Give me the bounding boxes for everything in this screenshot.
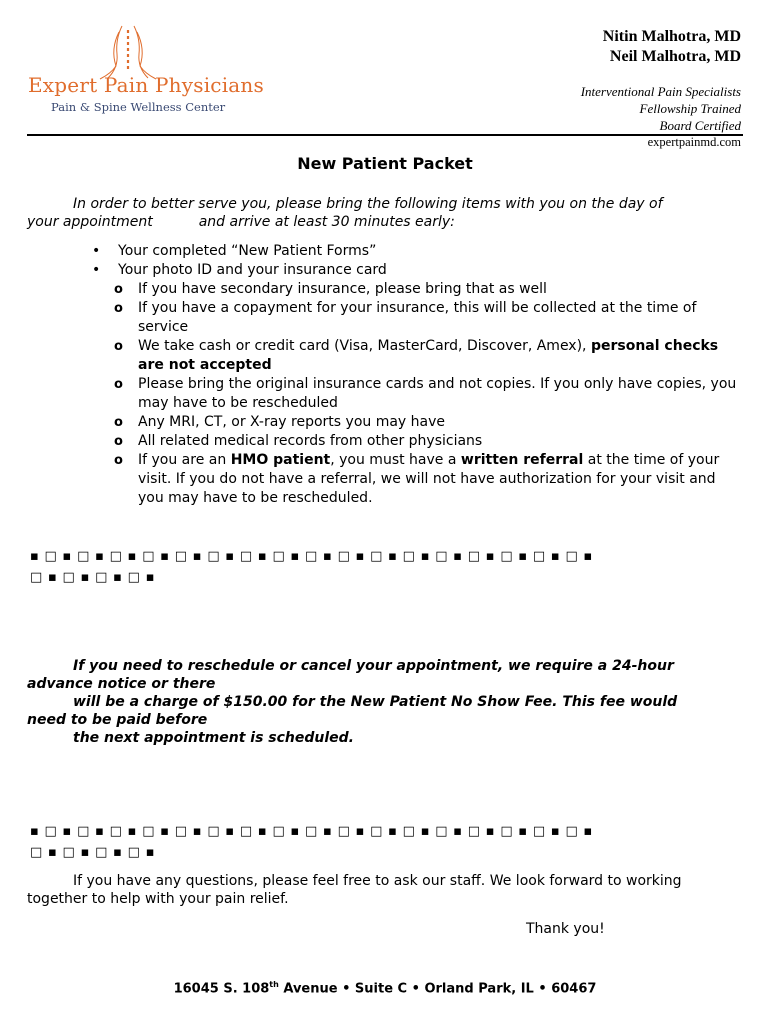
hmo-text-a: If you are an xyxy=(138,452,227,468)
header-divider xyxy=(27,134,743,136)
credential-3: Board Certified xyxy=(659,118,741,133)
credential-1: Interventional Pain Specialists xyxy=(580,84,741,99)
written-referral-text: written referral xyxy=(460,452,584,468)
footer-address xyxy=(0,980,770,996)
hmo-text-c: , you must have a xyxy=(330,452,457,468)
closing-line-1: If you have any questions, please feel free to ask our staff. We look forward to working xyxy=(73,873,682,889)
decorative-separator xyxy=(30,546,742,588)
sub-list-item xyxy=(114,451,742,508)
closing-paragraph xyxy=(27,872,743,908)
page-title: New Patient Packet xyxy=(297,154,473,173)
intro-line-1: In order to better serve you, please bring the following items with you on the day of xyxy=(73,196,663,212)
list-item: • Your completed “New Patient Forms” xyxy=(92,242,742,261)
policy-line-1: If you need to reschedule or cancel your appointment, we require a 24-hour xyxy=(73,658,674,674)
intro-line-2b: and arrive at least 30 minutes early: xyxy=(198,214,455,230)
sub-list xyxy=(114,280,742,508)
address-part-2: Avenue • Suite C • Orland Park, IL • 60467 xyxy=(278,981,597,997)
intro-paragraph xyxy=(27,195,743,231)
sub-list-item xyxy=(114,337,742,375)
sub-list-item: o All related medical records from other physicians xyxy=(114,432,742,451)
address-part-1: 16045 S. 108 xyxy=(173,981,270,997)
cancellation-policy xyxy=(27,657,743,747)
doctor-name-1: Nitin Malhotra, MD xyxy=(602,28,741,45)
sub-list-item: o Any MRI, CT, or X-ray reports you may have xyxy=(114,413,742,432)
intro-line-2 xyxy=(27,213,743,231)
website: expertpainmd.com xyxy=(647,135,741,149)
policy-line-5: the next appointment is scheduled. xyxy=(73,730,354,746)
policy-line-4: need to be paid before xyxy=(27,712,208,728)
sub-list-item: o Please bring the original insurance cards and not copies. If you only have copies, you may have to be rescheduled xyxy=(114,375,742,413)
checklist xyxy=(92,242,742,508)
policy-line-3: will be a charge of $150.00 for the New Patient No Show Fee. This fee would xyxy=(73,694,678,710)
logo-subtitle: Pain & Spine Wellness Center xyxy=(51,100,226,114)
sub-list-item: o If you have secondary insurance, please bring that as well xyxy=(114,280,742,299)
logo-name: Expert Pain Physicians xyxy=(28,73,264,97)
address-ordinal: th xyxy=(269,980,279,989)
hmo-patient-text: HMO patient xyxy=(230,452,331,468)
decorative-separator xyxy=(30,821,742,863)
policy-line-2: advance notice or there xyxy=(27,676,216,692)
list-item: • Your photo ID and your insurance card xyxy=(92,261,742,280)
credential-2: Fellowship Trained xyxy=(639,101,741,116)
spine-logo-icon xyxy=(98,24,158,80)
thank-you: Thank you! xyxy=(526,921,605,937)
intro-line-2a: your appointment xyxy=(27,214,153,230)
no-checks-text: personal checks are not accepted xyxy=(138,338,719,373)
sub-list-item: o If you have a copayment for your insurance, this will be collected at the time of service xyxy=(114,299,742,337)
doctor-name-2: Neil Malhotra, MD xyxy=(609,48,741,65)
separator-line-2: □ ▪ □ ▪ □ ▪ □ ▪ xyxy=(30,570,156,585)
payment-text: We take cash or credit card (Visa, MasterCard, Discover, Amex), xyxy=(138,338,587,354)
separator-line-1: ▪ □ ▪ □ ▪ □ ▪ □ ▪ □ ▪ □ ▪ □ ▪ □ ▪ □ ▪ □ ▪ □ ▪ □ ▪ □ ▪ □ ▪ □ ▪ □ ▪ □ ▪ xyxy=(30,549,594,564)
separator-line-2: □ ▪ □ ▪ □ ▪ □ ▪ xyxy=(30,845,156,860)
separator-line-1: ▪ □ ▪ □ ▪ □ ▪ □ ▪ □ ▪ □ ▪ □ ▪ □ ▪ □ ▪ □ ▪ □ ▪ □ ▪ □ ▪ □ ▪ □ ▪ □ ▪ □ ▪ xyxy=(30,824,594,839)
closing-line-2: together to help with your pain relief. xyxy=(27,891,289,907)
hmo-text-e: at the time of your visit. If you do not have a referral, we will not have authorization for your visit and you may have to be rescheduled. xyxy=(138,452,720,506)
